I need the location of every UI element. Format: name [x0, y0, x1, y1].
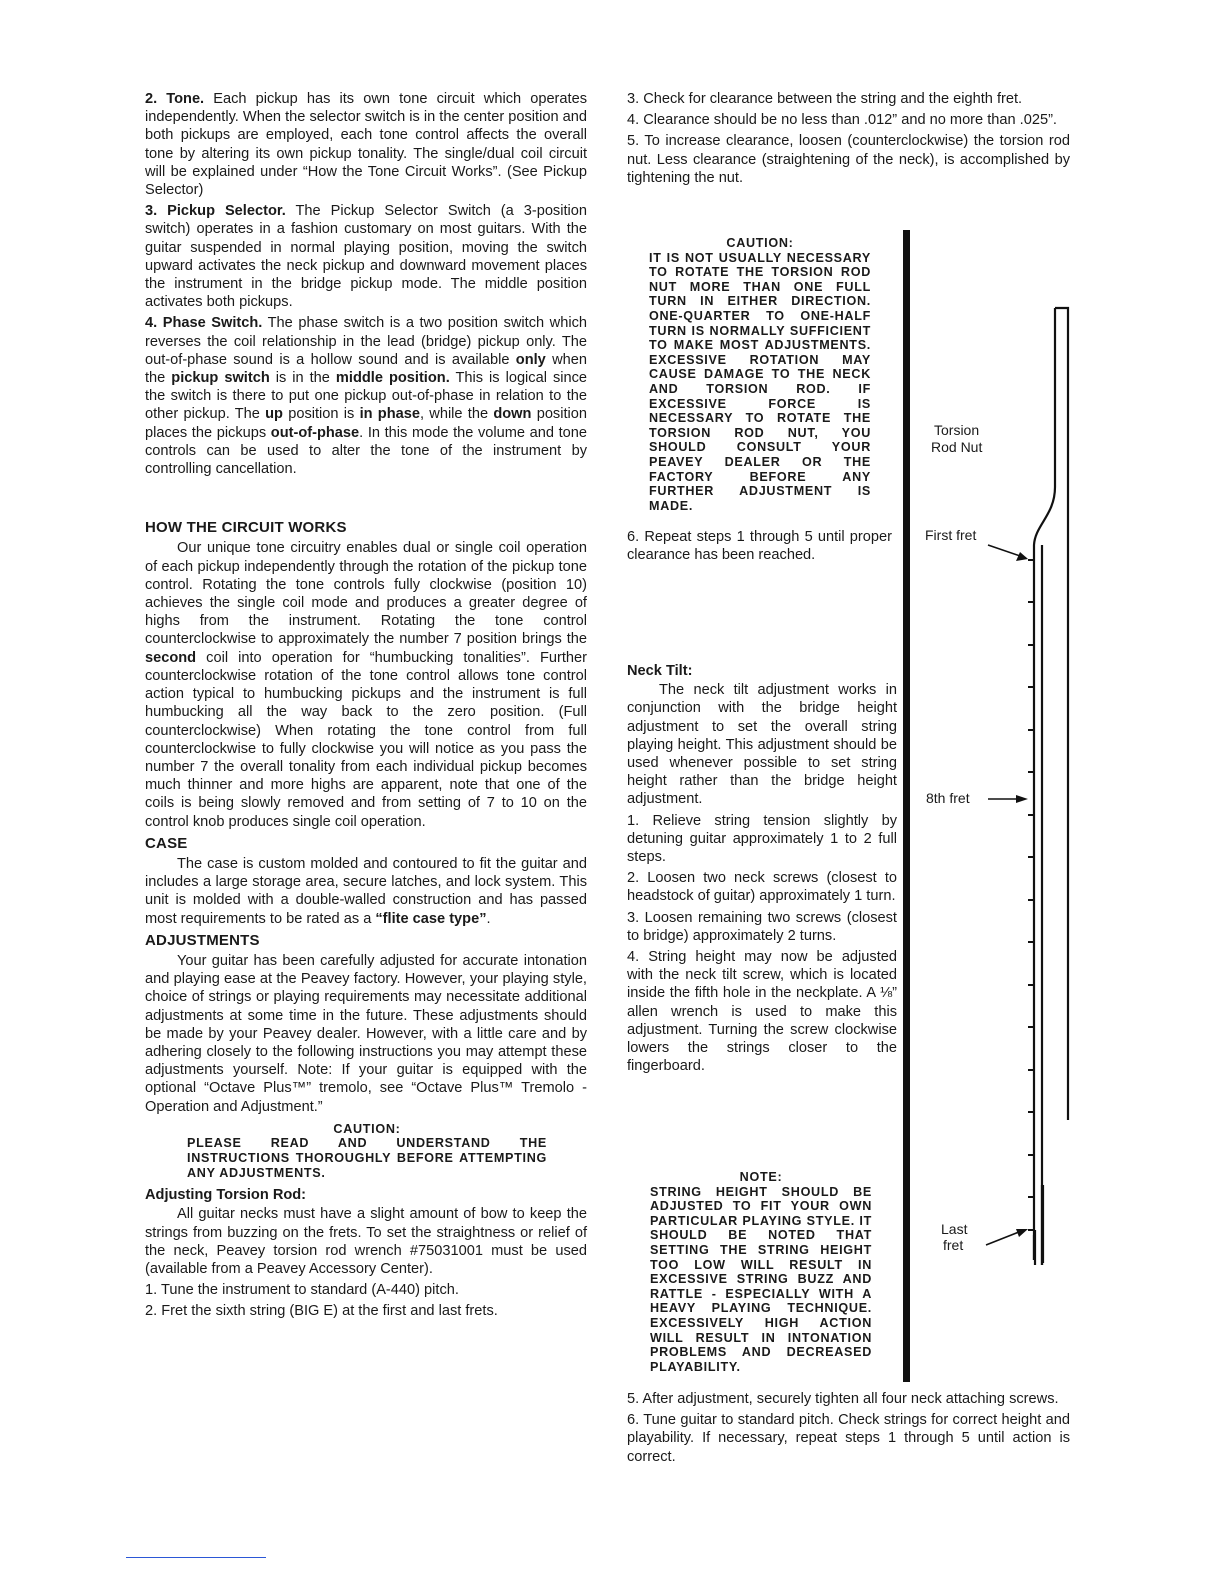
torsion-label-1: Torsion [934, 422, 980, 438]
caution-title: CAUTION: [333, 1121, 401, 1136]
torsion-step-1: 1. Tune the instrument to standard (A-440) pitch. [145, 1282, 459, 1299]
neck-tilt-step-2: 2. Loosen two neck screws (closest to headstock of guitar) approximately 1 turn. [627, 870, 897, 905]
circuit-heading: HOW THE CIRCUIT WORKS [145, 519, 347, 537]
phase-paragraph: 4. Phase Switch. The phase switch is a two position switch which reverses the coil relationship in the lead (bridge) pickup only. The out-of-phase sound is a hollow sound and is available only when the pickup switch is in the middle position. This is logical since the switch is there to put one pickup out-of-phase in relation to the other pickup. The up position is in phase, while the down position places the pickups out-of-phase. In this mode the volume and tone controls can be used to alter the tone of the instrument by controlling cancellation. [145, 315, 588, 478]
torsion-step-2: 2. Fret the sixth string (BIG E) at the first and last frets. [145, 1303, 498, 1320]
torsion-paragraph: All guitar necks must have a slight amount of bow to keep the strings from buzzing on the frets. To set the straightness or relief of the neck, Peavey torsion rod wrench #75031001 must be used (available from a Peavey Accessory Center). [145, 1206, 587, 1277]
arrow-heads [1016, 552, 1028, 1237]
caution-body: PLEASE READ AND UNDERSTAND THE INSTRUCTIONS THOROUGHLY BEFORE ATTEMPTING ANY ADJUSTMENTS. [187, 1136, 547, 1180]
tone-paragraph: 2. Tone. Each pickup has its own tone circuit which operates independently. When the selector switch is in the center position and both pickups are employed, each tone control affects the overall tone by altering its own pickup tonality. The single/dual coil circuit will be explained under “How the Tone Circuit Works”. (See Pickup Selector) [145, 91, 587, 199]
torsion-caution-body: IT IS NOT USUALLY NECESSARY TO ROTATE THE TORSION ROD NUT MORE THAN ONE FULL TURN IN EITHER DIRECTION. ONE-QUARTER TO ONE-HALF TURN IS NORMALLY SUFFICIENT TO MAKE MOST ADJUSTMENTS. EXCESSIVE ROTATION MAY CAUSE DAMAGE TO THE NECK AND TORSION ROD. IF EXCESSIVE FORCE IS NECESSARY TO ROTATE THE TORSION ROD NUT, YOU SHOULD CONSULT YOUR PEAVEY DEALER OR THE FACTORY BEFORE ANY FURTHER ADJUSTMENT IS MADE. [649, 250, 871, 513]
phase-title: Phase Switch. [162, 315, 263, 332]
neck-end [1034, 1185, 1043, 1265]
last-fret-label-2: fret [943, 1237, 964, 1253]
torsion-caution-block [649, 236, 871, 513]
torsion-step-6: 6. Repeat steps 1 through 5 until proper clearance has been reached. [627, 529, 892, 564]
selector-paragraph: 3. Pickup Selector. The Pickup Selector Switch (a 3-position switch) operates in a fashion customary on most guitars. With the guitar suspended in normal playing position, moving the switch upward activates the neck pickup and downward movement places the instrument in the bridge pickup mode. The middle position activates both pickups. [145, 203, 587, 311]
torsion-heading: Adjusting Torsion Rod: [145, 1187, 307, 1204]
footer-link-line[interactable] [126, 1557, 266, 1558]
note-block [650, 1170, 872, 1374]
neck-outline [1034, 308, 1068, 1265]
right-column-top [627, 90, 1070, 190]
case-heading: CASE [145, 834, 188, 852]
first-fret-arrowhead-icon [1016, 552, 1028, 561]
right-column-bottom [627, 1390, 1070, 1469]
torsion-label-2: Rod Nut [931, 439, 983, 455]
case-paragraph: The case is custom molded and contoured to fit the guitar and includes a large storage area, secure latches, and lock system. This unit is molded with a double-walled construction and has passed most requirements to be rated as a “flite case type”. [145, 855, 587, 927]
eighth-fret-arrowhead-icon [1016, 795, 1028, 803]
neck-tilt-intro: The neck tilt adjustment works in conjunction with the bridge height adjustment to set the overall string playing height. This adjustment should be used whenever possible to set string height rather than the bridge height adjustment. [627, 682, 897, 808]
torsion-step-6-wrap [627, 528, 892, 567]
circuit-paragraph: Our unique tone circuitry enables dual or single coil operation of each pickup independently through the rotation of the pickup tone control. Rotating the tone controls fully clockwise (position 10) achieves the single coil mode and produces a greater degree of highs from the instrument. Rotating the tone control counterclockwise to approximately the number 7 position brings the second coil into operation for “humbucking tonalities”. Further counterclockwise rotation of the tone control allows tone control action typical to humbucking pickups and the instrument is full humbucking all the way back to the zero position. (Full counterclockwise) When rotating the tone control from full counterclockwise to fully clockwise you will notice as you pass the number 7 the overall tonality from each individual pickup becomes much thinner and more highs are apparent, note that one of the coils is being slowly removed and from setting of 7 to 10 on the control knob produces single coil operation. [145, 540, 587, 830]
neck-tilt-heading: Neck Tilt: [627, 663, 693, 679]
selector-title: Pickup Selector. [167, 203, 286, 220]
left-column [145, 90, 587, 1324]
neck-tilt-section [627, 658, 897, 1078]
arrow-lines [986, 545, 1026, 1245]
neck-tilt-step-4: 4. String height may now be adjusted with the neck tilt screw, which is located inside the fifth hole in the neckplate. A ⅛” allen wrench is used to make this adjustment. Turning the screw clockwise lowers the strings closer to the fingerboard. [627, 949, 897, 1075]
note-title: NOTE: [739, 1170, 783, 1184]
neck-tilt-step-6: 6. Tune guitar to standard pitch. Check strings for correct height and playability. If necessary, repeat steps 1 through 5 until action is correct. [627, 1412, 1070, 1465]
torsion-step-5: 5. To increase clearance, loosen (counterclockwise) the torsion rod nut. Less clearance (straightening of the neck), is accomplished by tightening the nut. [627, 133, 1070, 186]
first-fret-label: First fret [925, 527, 977, 543]
neck-tilt-step-1: 1. Relieve string tension slightly by detuning guitar approximately 1 to 2 full steps. [627, 812, 897, 866]
neck-tilt-step-3: 3. Loosen remaining two screws (closest to bridge) approximately 2 turns. [627, 909, 897, 944]
adjustments-heading: ADJUSTMENTS [145, 931, 260, 949]
separator-bar [903, 230, 910, 1382]
torsion-step-3: 3. Check for clearance between the string and the eighth fret. [627, 91, 1023, 107]
neck-tilt-step-5: 5. After adjustment, securely tighten all four neck attaching screws. [627, 1391, 1059, 1407]
adjustments-paragraph: Your guitar has been carefully adjusted for accurate intonation and playing ease at the Peavey factory. However, your playing style, choice of strings or playing requirements may necessitate additional adjustments at some time in the future. These adjustments should be made by your Peavey dealer. However, with a little care and by adhering closely to the following instructions you may attempt these adjustments yourself. Note: If your guitar is equipped with the optional “Octave Plus™” tremolo, see “Octave Plus™ Tremolo - Operation and Adjustment.” [145, 952, 587, 1115]
torsion-caution-title: CAUTION: [726, 236, 794, 250]
caution-block [187, 1122, 547, 1180]
last-fret-label-1: Last [941, 1221, 968, 1237]
last-fret-arrowhead-icon [1016, 1229, 1028, 1237]
note-body: STRING HEIGHT SHOULD BE ADJUSTED TO FIT YOUR OWN PARTICULAR PLAYING STYLE. IT SHOULD BE NOTED THAT SETTING THE STRING HEIGHT TOO LOW WILL RESULT IN EXCESSIVE STRING BUZZ AND RATTLE - ESPECIALLY WITH A HEAVY PLAYING TECHNIQUE. EXCESSIVELY HIGH ACTION WILL RESULT IN INTONATION PROBLEMS AND DECREASED PLAYABILITY. [650, 1184, 872, 1374]
tone-title: Tone. [166, 91, 205, 107]
torsion-step-4: 4. Clearance should be no less than .012” and no more than .025”. [627, 112, 1057, 129]
neck-diagram [900, 225, 1080, 1390]
eighth-fret-label: 8th fret [926, 790, 970, 806]
